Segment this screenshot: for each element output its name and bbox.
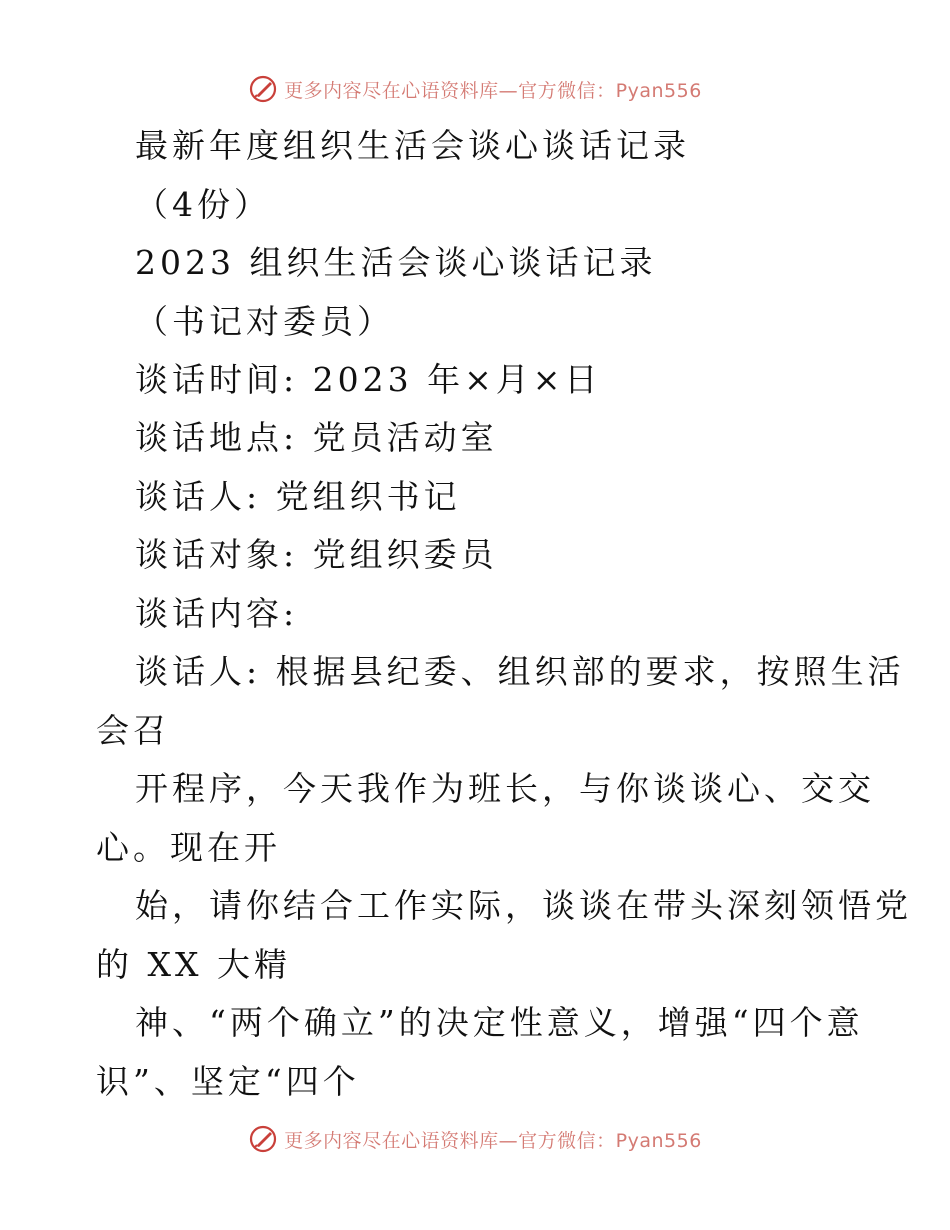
paragraph-line: 开程序，今天我作为班长，与你谈谈心、交交 — [135, 769, 875, 808]
paragraph-line: 会召 — [96, 711, 170, 750]
paragraph-line: 的 XX 大精 — [96, 945, 291, 984]
talk-speaker: 谈话人: 党组织书记 — [135, 477, 461, 516]
footer-watermark — [0, 1124, 950, 1154]
section-subtitle: （书记对委员） — [135, 302, 394, 341]
paragraph-line: 心。现在开 — [96, 828, 281, 867]
doc-title: 最新年度组织生活会谈心谈话记录 — [135, 126, 690, 165]
watermark-text: 更多内容尽在心语资料库—官方微信：Pyan556 — [284, 1129, 702, 1152]
talk-location: 谈话地点: 党员活动室 — [135, 418, 498, 457]
talk-time: 谈话时间: 2023 年×月×日 — [135, 360, 602, 399]
paragraph-line: 神、“两个确立”的决定性意义，增强“四个意 — [135, 1003, 864, 1042]
watermark-text: 更多内容尽在心语资料库—官方微信：Pyan556 — [284, 79, 702, 102]
quill-logo-icon — [248, 1124, 278, 1154]
header-watermark — [0, 74, 950, 104]
paragraph-line: 始，请你结合工作实际，谈谈在带头深刻领悟党 — [135, 886, 912, 925]
paragraph-line: 谈话人: 根据县纪委、组织部的要求，按照生活 — [135, 652, 905, 691]
quill-logo-icon — [248, 74, 278, 104]
talk-content-label: 谈话内容: — [135, 594, 299, 633]
section-title: 2023 组织生活会谈心谈话记录 — [135, 243, 657, 282]
paragraph-line: 识”、坚定“四个 — [96, 1062, 360, 1101]
doc-subtitle-count: （4份） — [135, 185, 271, 224]
talk-target: 谈话对象: 党组织委员 — [135, 535, 498, 574]
